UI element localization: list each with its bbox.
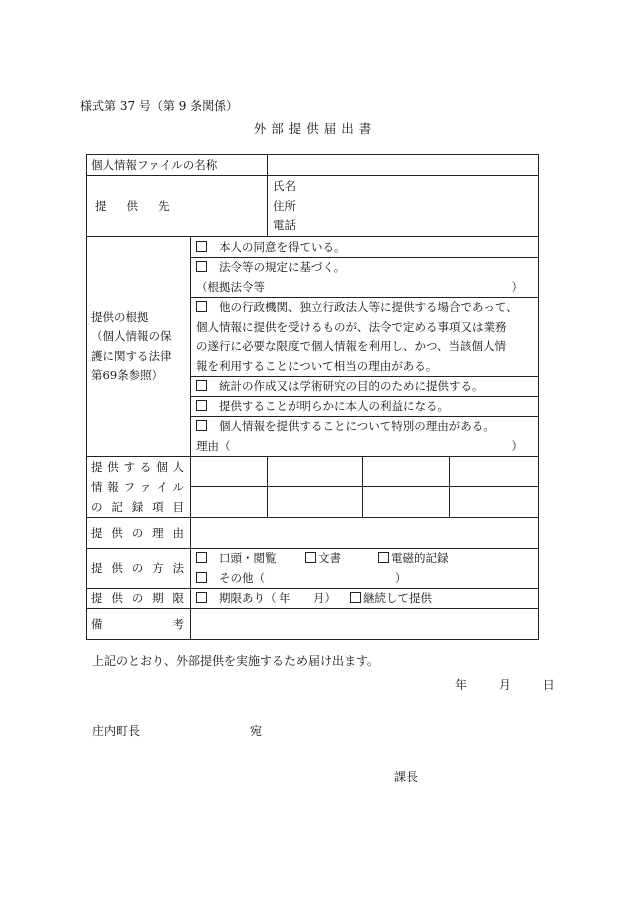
date-day: 日 [542, 678, 555, 692]
recipient-name-label: 氏名 [273, 179, 296, 194]
basis-special-option[interactable]: 個人情報を提供することについて特別の理由がある。 理由（ ） [191, 417, 539, 457]
statistics-checkbox[interactable] [196, 380, 207, 391]
reason-label: 提 供 の 理 由 [87, 518, 191, 549]
period-label: 提 供 の 期 限 [87, 589, 191, 609]
method-options[interactable]: 口頭・閲覧 文書 電磁的記録 その他（ ） [191, 549, 539, 589]
other-method-checkbox[interactable] [196, 572, 207, 583]
limited-period-checkbox[interactable] [196, 592, 207, 603]
date-line [455, 676, 555, 693]
basis-statistics-option[interactable]: 統計の作成又は学術研究の目的のために提供する。 [191, 377, 539, 397]
electronic-checkbox[interactable] [378, 552, 389, 563]
confirmation-text: 上記のとおり、外部提供を実施するため届け出ます。 [92, 654, 380, 668]
document-title: 外部提供届出書 [253, 121, 377, 136]
basis-admin-option[interactable]: 他の行政機関、独立行政法人等に提供する場合であって、 個人情報に提供を受けるものが、法令で定める事項又は業務 の遂行に必要な限度で個人情報を利用し、かつ、当該個人情 報を利用することについて相当の理由がある。 [191, 298, 539, 377]
item-cell[interactable] [191, 487, 268, 518]
item-cell[interactable] [450, 487, 539, 518]
method-label: 提 供 の 方 法 [87, 549, 191, 589]
date-month: 月 [498, 678, 511, 692]
item-cell[interactable] [363, 487, 450, 518]
remarks-field[interactable] [191, 609, 539, 640]
basis-benefit-option[interactable]: 提供することが明らかに本人の利益になる。 [191, 397, 539, 417]
recipient-label: 提 供 先 [87, 176, 268, 237]
recipient-phone-label: 電話 [273, 218, 296, 233]
item-cell[interactable] [450, 457, 539, 487]
basis-label: 提供の根拠 （個人情報の保 護に関する法律 第69条参照） [87, 237, 191, 457]
remarks-label: 備 考 [87, 609, 191, 640]
item-cell[interactable] [191, 457, 268, 487]
basis-consent-option[interactable]: 本人の同意を得ている。 [191, 237, 539, 258]
reason-field[interactable] [191, 518, 539, 549]
oral-checkbox[interactable] [196, 552, 207, 563]
document-checkbox[interactable] [305, 552, 316, 563]
form-number: 様式第 37 号（第 9 条関係） [80, 99, 239, 113]
item-cell[interactable] [268, 457, 363, 487]
items-label: 提 供 す る 個 人 情 報 フ ァ イ ル の 記 録 項 目 [87, 457, 191, 518]
period-options[interactable]: 期限あり（ 年 月） 継続して提供 [191, 589, 539, 609]
recipient-fields[interactable] [268, 176, 539, 237]
recipient-address-label: 住所 [273, 198, 296, 213]
special-checkbox[interactable] [196, 420, 207, 431]
item-cell[interactable] [363, 457, 450, 487]
continuous-checkbox[interactable] [350, 592, 361, 603]
item-cell[interactable] [268, 487, 363, 518]
admin-checkbox[interactable] [196, 301, 207, 312]
date-year: 年 [455, 678, 468, 692]
benefit-checkbox[interactable] [196, 400, 207, 411]
addressee: 庄内町長 [92, 724, 141, 738]
basis-law-option[interactable]: 法令等の規定に基づく。 （根拠法令等 ） [191, 258, 539, 298]
section-chief: 課長 [394, 770, 419, 784]
file-name-label: 個人情報ファイルの名称 [87, 155, 268, 176]
consent-checkbox[interactable] [196, 241, 207, 252]
law-checkbox[interactable] [196, 261, 207, 272]
file-name-field[interactable] [268, 155, 539, 176]
notification-table [86, 154, 539, 640]
addressee-suffix: 宛 [250, 724, 263, 738]
